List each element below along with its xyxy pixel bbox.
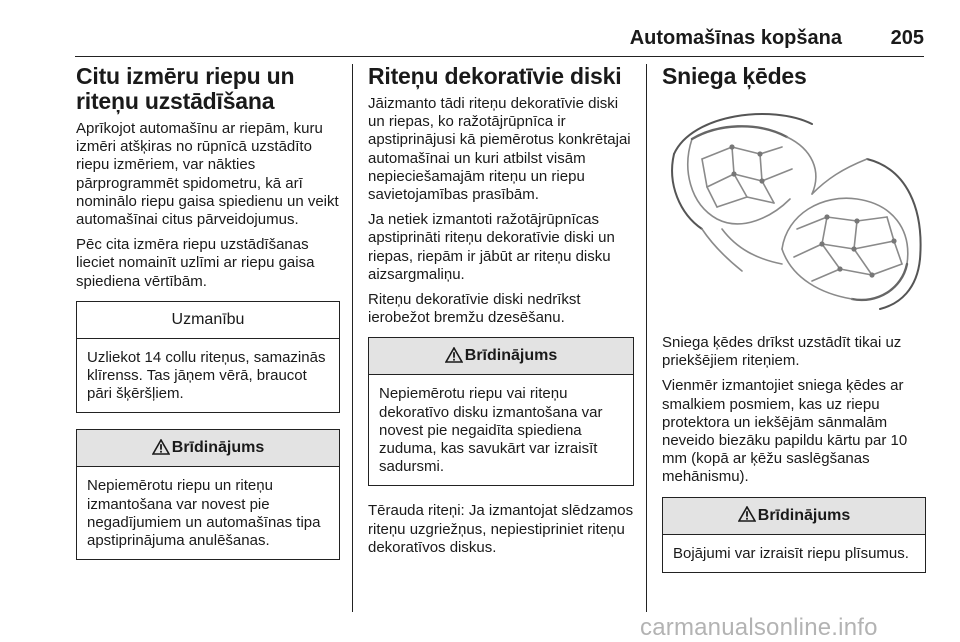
warning-text: Bojājumi var izraisīt riepu plīsumus. xyxy=(673,544,909,562)
paragraph: Riteņu dekoratīvie diski nedrīkst ierobežot bremžu dzesēšanu. xyxy=(368,291,581,327)
watermark: carmanualsonline.info xyxy=(640,614,878,641)
paragraph: Aprīkojot automašīnu ar riepām, kuru izmēri atšķiras no rūpnīcā uzstādīto riepu izmēriem, var nākties pārprogrammēt spidometru, kā arī nominālo riepu gaisa spiedienu un veikt automašīnai citus pārveidojumus. xyxy=(76,120,339,229)
warning-title: Brīdinājums xyxy=(757,506,851,524)
warning-title: Brīdinājums xyxy=(171,439,265,457)
warning-text: Nepiemērotu riepu vai riteņu dekoratīvo disku izmantošana var novest pie negaidīta spiediena zuduma, kas savukārt var izraisīt sadursmi. xyxy=(379,385,603,476)
warning-box xyxy=(76,429,340,560)
paragraph: Tērauda riteņi: Ja izmantojat slēdzamos riteņu uzgriežņus, nepiestipriniet riteņu dekoratīvos diskus. xyxy=(368,502,634,556)
warning-title: Brīdinājums xyxy=(464,347,558,365)
paragraph: Ja netiek izmantoti ražotājrūpnīcas apstiprināti riteņu dekoratīvie diski un riepas, riepām ir jābūt ar riteņu disku aizsargmaliņu. xyxy=(368,211,615,283)
section-title: Automašīnas kopšana xyxy=(629,27,842,49)
column-snow-chains xyxy=(662,64,926,589)
warning-header xyxy=(77,430,339,467)
heading-snow-chains: Sniega ķēdes xyxy=(662,63,807,89)
notice-title: Uzmanību xyxy=(77,302,339,339)
warning-header xyxy=(369,338,633,375)
warning-box xyxy=(662,497,926,573)
warning-triangle-icon xyxy=(445,347,463,363)
column-wheel-covers xyxy=(368,64,634,564)
warning-box xyxy=(368,337,634,486)
column-divider-2 xyxy=(646,64,647,612)
paragraph: Vienmēr izmantojiet sniega ķēdes ar smalkiem posmiem, kas uz riepu protektora un iekšējām sānmalām neveido biezāku papildu kārtu par 10 mm (kopā ar ķēžu saslēgšanas mehānismu). xyxy=(662,377,908,486)
header-divider xyxy=(75,56,924,57)
column-divider-1 xyxy=(352,64,353,612)
column-tyre-sizes xyxy=(76,64,340,576)
notice-text: Uzliekot 14 collu riteņus, samazinās klīrenss. Tas jāņem vērā, braucot pāri šķēršļiem. xyxy=(87,348,326,403)
paragraph: Sniega ķēdes drīkst uzstādīt tikai uz priekšējiem riteņiem. xyxy=(662,334,902,370)
page-number: 205 xyxy=(890,27,924,49)
paragraph: Jāizmanto tādi riteņu dekoratīvie diski un riepas, ko ražotājrūpnīca ir apstiprinājusi kā piemērotus konkrētajai automašīnai un kuri atbilst visām nepieciešamajām riteņu un riepu savietojamības prasībām. xyxy=(368,95,631,204)
snow-chains-illustration xyxy=(662,99,926,311)
warning-triangle-icon xyxy=(152,439,170,455)
warning-triangle-icon xyxy=(738,506,756,522)
notice-box xyxy=(76,301,340,414)
warning-header xyxy=(663,498,925,535)
heading-wheel-covers: Riteņu dekoratīvie diski xyxy=(368,63,622,89)
paragraph: Pēc cita izmēra riepu uzstādīšanas lieciet nomainīt uzlīmi ar riepu gaisa spiediena vērtībām. xyxy=(76,236,315,290)
page-header xyxy=(0,27,960,57)
heading-tyre-sizes: Citu izmēru riepu un riteņu uzstādīšana xyxy=(76,63,295,114)
warning-text: Nepiemērotu riepu un riteņu izmantošana var novest pie negadījumiem un automašīnas tipa apstiprinājuma anulēšanas. xyxy=(87,477,321,550)
